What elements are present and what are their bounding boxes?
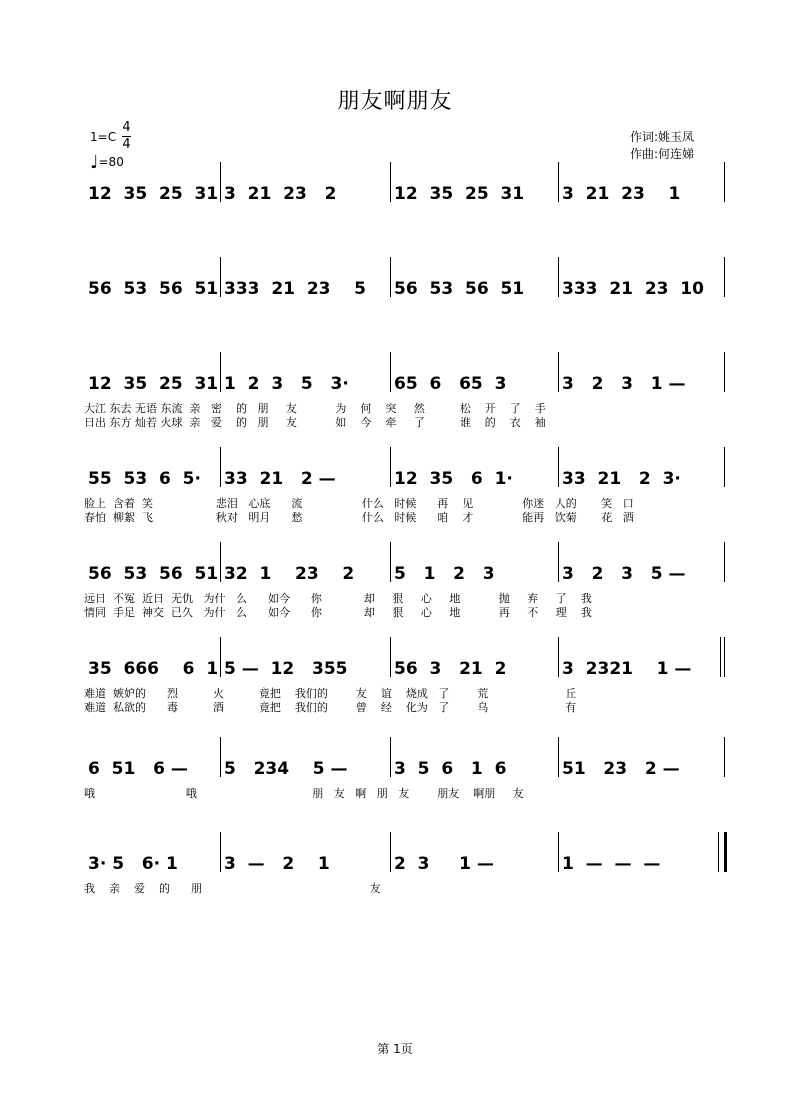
bar-line xyxy=(558,447,559,487)
measure-notes: 3 — 2 1 xyxy=(224,854,330,874)
page-footer: 第 1页 xyxy=(377,1042,413,1056)
bar-line xyxy=(390,542,391,582)
measure-notes: 2 3 1 — xyxy=(394,854,494,874)
score-row xyxy=(84,848,730,938)
score-row xyxy=(84,558,730,648)
measure-notes: 56 53 56 51 xyxy=(88,564,219,584)
key-signature: 1=C xyxy=(90,130,117,144)
tempo-marking xyxy=(90,152,124,173)
bar-line xyxy=(724,352,725,392)
measure-notes: 1 2 3 5 3· xyxy=(224,374,349,394)
bar-line xyxy=(724,162,725,202)
measure-notes: 12 35 25 31 xyxy=(394,184,525,204)
score-row xyxy=(84,463,730,553)
measure-notes: 55 53 6 5· xyxy=(88,469,201,489)
lyrics-verse-1: 脸上 含着 笑 悲泪 心底 流 什么 时候 再 见 你迷 人的 笑 口 xyxy=(84,497,634,510)
bar-line xyxy=(220,737,221,777)
bar-line xyxy=(558,352,559,392)
tempo-value: =80 xyxy=(98,155,124,169)
measure-notes: 33 21 2 3· xyxy=(562,469,681,489)
measure-notes: 3 2 3 1 — xyxy=(562,374,686,394)
measure-notes: 35 666 6 1 xyxy=(88,659,219,679)
lyrics-verse-2: 情同 手足 神交 已久 为什 么 如今 你 却 狠 心 地 再 不 理 我 xyxy=(84,606,592,619)
double-bar-line xyxy=(720,637,721,677)
score-row xyxy=(84,753,730,843)
lyrics-verse-2: 春怕 柳絮 飞 秋对 明月 愁 什么 时候 咱 才 能再 饮菊 花 酒 xyxy=(84,511,634,524)
bar-line xyxy=(558,542,559,582)
bar-line xyxy=(724,447,725,487)
bar-line xyxy=(220,162,221,202)
measure-notes: 12 35 25 31 xyxy=(88,184,219,204)
measure-notes: 12 35 25 31 xyxy=(88,374,219,394)
bar-line xyxy=(390,257,391,297)
bar-line xyxy=(220,832,221,872)
bar-line xyxy=(220,637,221,677)
notes-line xyxy=(84,178,730,204)
measure-notes: 333 21 23 5 xyxy=(224,279,366,299)
measure-notes: 33 21 2 — xyxy=(224,469,336,489)
bar-line xyxy=(390,637,391,677)
measure-notes: 56 3 21 2 xyxy=(394,659,507,679)
final-bar-line xyxy=(724,832,727,872)
score-row xyxy=(84,368,730,458)
measure-notes: 3 21 23 1 xyxy=(562,184,681,204)
lyrics-verse-1: 大江 东去 无语 东流 亲 密 的 朋 友 为 何 突 然 松 开 了 手 xyxy=(84,402,546,415)
lyrics-verse-1: 哦 哦 朋 友 啊 朋 友 朋友 啊朋 友 xyxy=(84,787,524,800)
composer-credit: 作曲:何连娣 xyxy=(630,147,695,161)
bar-line xyxy=(724,257,725,297)
measure-notes: 12 35 6 1· xyxy=(394,469,513,489)
lyrics-verse-1: 远日 不冤 近日 无仇 为什 么 如今 你 却 狠 心 地 抛 弃 了 我 xyxy=(84,592,592,605)
bar-line xyxy=(390,352,391,392)
measure-notes: 3 21 23 2 xyxy=(224,184,337,204)
time-signature-bottom: 4 xyxy=(122,137,131,152)
double-bar-line xyxy=(718,832,719,872)
measure-notes: 51 23 2 — xyxy=(562,759,680,779)
bar-line xyxy=(390,737,391,777)
bar-line xyxy=(220,257,221,297)
measure-notes: 1 — — — xyxy=(562,854,661,874)
bar-line xyxy=(220,447,221,487)
measure-notes: 3· 5 6· 1 xyxy=(88,854,178,874)
score-row xyxy=(84,653,730,743)
notes-line xyxy=(84,273,730,299)
notes-line xyxy=(84,463,730,489)
bar-line xyxy=(558,832,559,872)
measure-notes: 3 2321 1 — xyxy=(562,659,692,679)
measure-notes: 333 21 23 10 xyxy=(562,279,704,299)
bar-line xyxy=(220,352,221,392)
lyrics-verse-1: 我 亲 爱 的 朋 友 xyxy=(84,882,381,895)
measure-notes: 65 6 65 3 xyxy=(394,374,507,394)
score-row xyxy=(84,273,730,363)
time-signature xyxy=(122,121,131,152)
bar-line xyxy=(220,542,221,582)
measure-notes: 3 2 3 5 — xyxy=(562,564,686,584)
bar-line xyxy=(724,542,725,582)
bar-line xyxy=(558,162,559,202)
measure-notes: 56 53 56 51 xyxy=(394,279,525,299)
measure-notes: 56 53 56 51 xyxy=(88,279,219,299)
time-signature-top: 4 xyxy=(122,120,131,135)
bar-line xyxy=(390,832,391,872)
measure-notes: 5 — 12 355 xyxy=(224,659,348,679)
bar-line xyxy=(558,637,559,677)
bar-line xyxy=(558,257,559,297)
notes-line xyxy=(84,368,730,394)
notes-line xyxy=(84,653,730,679)
measure-notes: 3 5 6 1 6 xyxy=(394,759,507,779)
measure-notes: 5 1 2 3 xyxy=(394,564,495,584)
lyrics-verse-1: 难道 嫉妒的 烈 火 竟把 我们的 友 谊 烧成 了 荒 丘 xyxy=(84,687,577,700)
lyrics-verse-2: 难道 私欲的 毒 酒 竟把 我们的 曾 经 化为 了 乌 有 xyxy=(84,701,577,714)
notes-line xyxy=(84,558,730,584)
bar-line xyxy=(558,737,559,777)
lyrics-verse-2: 日出 东方 灿若 火球 亲 爱 的 朋 友 如 今 牵 了 谁 的 衣 袖 xyxy=(84,416,546,429)
measure-notes: 6 51 6 — xyxy=(88,759,188,779)
song-title: 朋友啊朋友 xyxy=(337,89,453,114)
score-row xyxy=(84,178,730,268)
measure-notes: 5 234 5 — xyxy=(224,759,348,779)
measure-notes: 32 1 23 2 xyxy=(224,564,355,584)
bar-line xyxy=(390,162,391,202)
lyricist-credit: 作词:姚玉凤 xyxy=(630,130,695,144)
bar-line xyxy=(390,447,391,487)
notes-line xyxy=(84,753,730,779)
notes-line xyxy=(84,848,730,874)
quarter-note-icon: ♩ xyxy=(90,152,99,173)
bar-line xyxy=(724,737,725,777)
bar-line xyxy=(724,637,725,677)
